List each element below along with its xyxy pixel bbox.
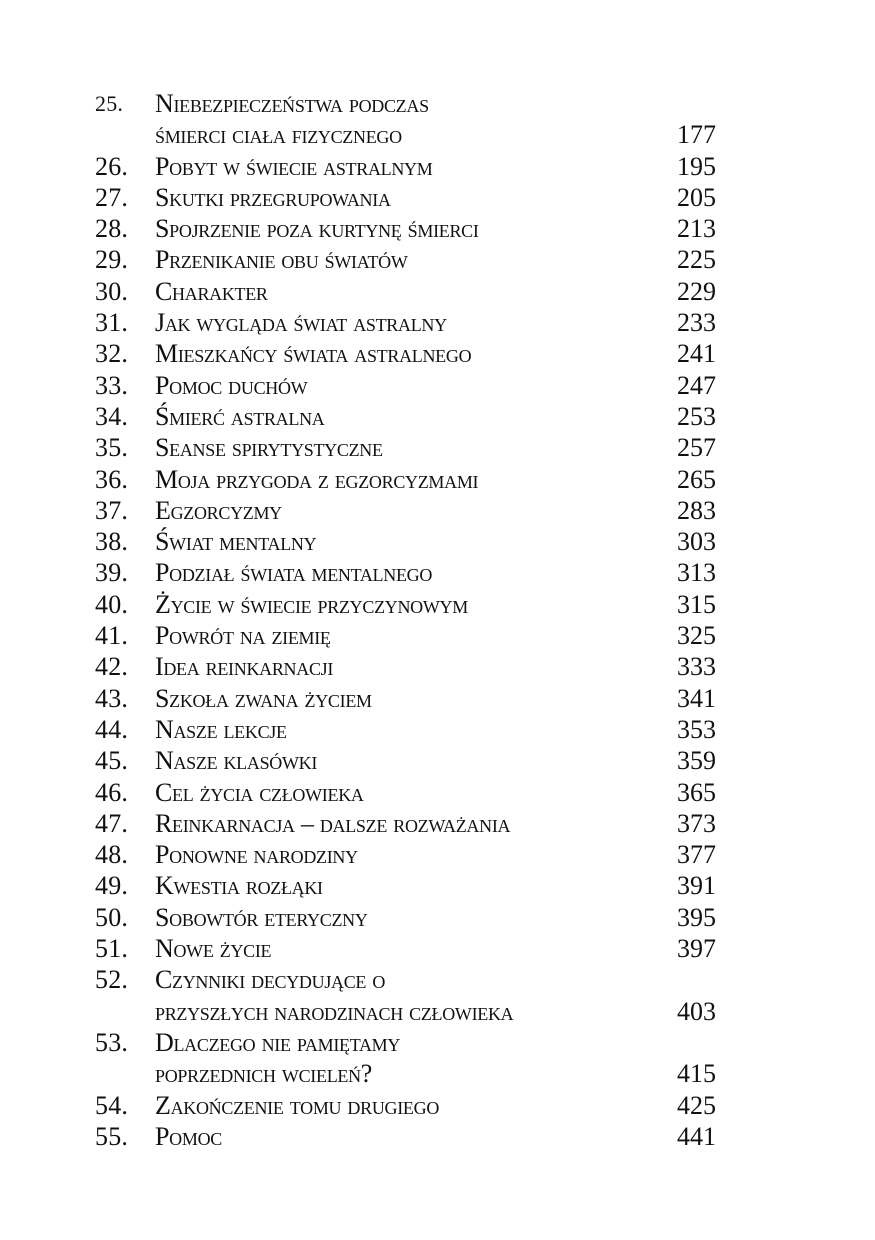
toc-entry-number: 51. bbox=[95, 934, 129, 964]
toc-entry-title: Zakończenie tomu drugiego bbox=[155, 1090, 440, 1120]
toc-entry bbox=[0, 589, 875, 620]
toc-entry-title: Seanse spirytystyczne bbox=[155, 433, 383, 463]
toc-entry-page: 397 bbox=[677, 934, 716, 964]
toc-entry bbox=[0, 933, 875, 964]
toc-entry-number: 33. bbox=[95, 370, 129, 400]
toc-entry-title: śmierci ciała fizycznego bbox=[155, 120, 402, 150]
toc-entry-page: 205 bbox=[677, 182, 716, 212]
toc-entry-line bbox=[0, 745, 875, 776]
toc-entry-number: 43. bbox=[95, 683, 129, 713]
toc-entry-title: Podział świata mentalnego bbox=[155, 558, 433, 588]
toc-entry-number: 25. bbox=[95, 91, 124, 116]
table-of-contents bbox=[0, 88, 875, 1152]
toc-entry bbox=[0, 276, 875, 307]
toc-entry-title: Sobowtór eteryczny bbox=[155, 902, 368, 932]
toc-entry-number: 49. bbox=[95, 871, 129, 901]
toc-entry-title: Charakter bbox=[155, 276, 268, 306]
toc-entry-page: 441 bbox=[677, 1121, 716, 1151]
toc-entry-page: 403 bbox=[677, 996, 716, 1026]
toc-entry-line bbox=[0, 338, 875, 369]
toc-entry bbox=[0, 714, 875, 745]
toc-entry-number: 47. bbox=[95, 808, 129, 838]
toc-entry-page: 283 bbox=[677, 495, 716, 525]
toc-entry-title: Spojrzenie poza kurtynę śmierci bbox=[155, 214, 479, 244]
toc-entry-number: 32. bbox=[95, 339, 129, 369]
toc-entry-title: Moja przygoda z egzorcyzmami bbox=[155, 464, 479, 494]
toc-entry-number: 45. bbox=[95, 746, 129, 776]
toc-entry-number: 29. bbox=[95, 245, 129, 275]
toc-entry-line bbox=[0, 1058, 875, 1089]
toc-entry-title: Cel życia człowieka bbox=[155, 777, 364, 807]
toc-entry-line bbox=[0, 651, 875, 682]
toc-entry-page: 359 bbox=[677, 746, 716, 776]
toc-entry-number: 27. bbox=[95, 182, 129, 212]
toc-entry-title: Czynniki decydujące o bbox=[155, 965, 386, 995]
toc-entry-line bbox=[0, 777, 875, 808]
toc-entry bbox=[0, 1027, 875, 1090]
toc-entry bbox=[0, 777, 875, 808]
toc-entry-line bbox=[0, 401, 875, 432]
toc-entry-line bbox=[0, 1090, 875, 1121]
toc-entry-title: Nasze lekcje bbox=[155, 714, 287, 744]
toc-entry-title: przyszłych narodzinach człowieka bbox=[155, 996, 514, 1026]
toc-entry-number: 55. bbox=[95, 1121, 129, 1151]
toc-entry-line bbox=[0, 683, 875, 714]
toc-entry-number: 36. bbox=[95, 464, 129, 494]
toc-entry-page: 391 bbox=[677, 871, 716, 901]
toc-entry bbox=[0, 870, 875, 901]
toc-entry-title: Powrót na ziemię bbox=[155, 621, 331, 651]
toc-entry-page: 225 bbox=[677, 245, 716, 275]
toc-entry-page: 415 bbox=[677, 1059, 716, 1089]
toc-entry-number: 26. bbox=[95, 151, 129, 181]
toc-entry bbox=[0, 213, 875, 244]
toc-entry-page: 373 bbox=[677, 808, 716, 838]
toc-entry-page: 253 bbox=[677, 401, 716, 431]
toc-entry-title: Pomoc bbox=[155, 1121, 222, 1151]
toc-entry-title: Pomoc duchów bbox=[155, 370, 308, 400]
toc-entry-title: Idea reinkarnacji bbox=[155, 652, 334, 682]
toc-entry-line bbox=[0, 432, 875, 463]
toc-entry bbox=[0, 964, 875, 1027]
toc-entry-line bbox=[0, 151, 875, 182]
toc-entry-page: 233 bbox=[677, 308, 716, 338]
toc-entry-line bbox=[0, 620, 875, 651]
toc-entry-page: 241 bbox=[677, 339, 716, 369]
toc-entry-title: Ponowne narodziny bbox=[155, 840, 358, 870]
toc-entry-page: 365 bbox=[677, 777, 716, 807]
toc-entry-page: 315 bbox=[677, 589, 716, 619]
toc-entry bbox=[0, 620, 875, 651]
toc-entry bbox=[0, 495, 875, 526]
toc-entry-title: Mieszkańcy świata astralnego bbox=[155, 339, 472, 369]
toc-entry bbox=[0, 464, 875, 495]
toc-entry-line bbox=[0, 964, 875, 995]
toc-entry-number: 42. bbox=[95, 652, 129, 682]
toc-entry-title: Śmierć astralna bbox=[155, 401, 325, 431]
toc-entry bbox=[0, 432, 875, 463]
toc-entry-line bbox=[0, 996, 875, 1027]
toc-entry bbox=[0, 401, 875, 432]
toc-entry-line bbox=[0, 902, 875, 933]
toc-entry bbox=[0, 526, 875, 557]
toc-entry-page: 213 bbox=[677, 214, 716, 244]
toc-entry-page: 377 bbox=[677, 840, 716, 870]
toc-entry-line bbox=[0, 495, 875, 526]
toc-entry-number: 44. bbox=[95, 714, 129, 744]
toc-entry-line bbox=[0, 213, 875, 244]
toc-entry-title: Kwestia rozłąki bbox=[155, 871, 323, 901]
toc-entry bbox=[0, 557, 875, 588]
toc-entry-title: Skutki przegrupowania bbox=[155, 182, 391, 212]
toc-entry-title: Reinkarnacja – dalsze rozważania bbox=[155, 808, 511, 838]
toc-entry-title: Nowe życie bbox=[155, 934, 272, 964]
toc-entry-number: 40. bbox=[95, 589, 129, 619]
toc-entry-page: 353 bbox=[677, 714, 716, 744]
toc-entry-line bbox=[0, 119, 875, 150]
toc-entry-page: 341 bbox=[677, 683, 716, 713]
toc-entry-number: 41. bbox=[95, 621, 129, 651]
toc-entry bbox=[0, 338, 875, 369]
toc-entry-page: 303 bbox=[677, 527, 716, 557]
toc-entry-line bbox=[0, 464, 875, 495]
toc-entry-line bbox=[0, 276, 875, 307]
toc-entry-title: Niebezpieczeństwa podczas bbox=[155, 89, 429, 118]
toc-entry-title: poprzednich wcieleń? bbox=[155, 1059, 373, 1089]
toc-entry-title: Przenikanie obu światów bbox=[155, 245, 408, 275]
toc-entry-number: 52. bbox=[95, 965, 129, 995]
toc-entry-title: Życie w świecie przyczynowym bbox=[155, 589, 468, 619]
toc-entry bbox=[0, 808, 875, 839]
toc-entry-number: 48. bbox=[95, 840, 129, 870]
toc-entry-number: 53. bbox=[95, 1027, 129, 1057]
toc-entry-title: Świat mentalny bbox=[155, 527, 317, 557]
toc-entry-number: 28. bbox=[95, 214, 129, 244]
toc-entry-title: Jak wygląda świat astralny bbox=[155, 308, 447, 338]
toc-entry-number: 34. bbox=[95, 401, 129, 431]
toc-entry-number: 37. bbox=[95, 495, 129, 525]
toc-entry-number: 38. bbox=[95, 527, 129, 557]
toc-entry-line bbox=[0, 870, 875, 901]
toc-entry-number: 35. bbox=[95, 433, 129, 463]
toc-entry bbox=[0, 244, 875, 275]
toc-entry-line bbox=[0, 370, 875, 401]
toc-entry-title: Szkoła zwana życiem bbox=[155, 683, 372, 713]
toc-entry-number: 46. bbox=[95, 777, 129, 807]
toc-entry-line bbox=[0, 808, 875, 839]
toc-entry bbox=[0, 902, 875, 933]
toc-entry-line bbox=[0, 557, 875, 588]
toc-entry-page: 195 bbox=[677, 151, 716, 181]
toc-entry-line bbox=[0, 589, 875, 620]
toc-entry bbox=[0, 151, 875, 182]
toc-entry-title: Dlaczego nie pamiętamy bbox=[155, 1027, 401, 1057]
toc-entry-page: 333 bbox=[677, 652, 716, 682]
toc-entry-line bbox=[0, 88, 875, 119]
toc-entry-number: 30. bbox=[95, 276, 129, 306]
toc-entry bbox=[0, 745, 875, 776]
toc-entry bbox=[0, 683, 875, 714]
toc-entry-line bbox=[0, 526, 875, 557]
toc-entry bbox=[0, 1121, 875, 1152]
toc-entry-line bbox=[0, 307, 875, 338]
toc-entry-page: 425 bbox=[677, 1090, 716, 1120]
toc-entry-page: 247 bbox=[677, 370, 716, 400]
toc-entry-number: 50. bbox=[95, 902, 129, 932]
toc-entry-line bbox=[0, 714, 875, 745]
toc-entry bbox=[0, 182, 875, 213]
toc-entry-page: 177 bbox=[677, 120, 716, 150]
toc-entry-title: Nasze klasówki bbox=[155, 746, 318, 776]
toc-entry-line bbox=[0, 182, 875, 213]
toc-entry-page: 313 bbox=[677, 558, 716, 588]
toc-entry-title: Egzorcyzmy bbox=[155, 495, 282, 525]
toc-entry-page: 325 bbox=[677, 621, 716, 651]
toc-entry bbox=[0, 1090, 875, 1121]
toc-entry bbox=[0, 370, 875, 401]
toc-entry-page: 395 bbox=[677, 902, 716, 932]
toc-entry-line bbox=[0, 933, 875, 964]
toc-entry-number: 39. bbox=[95, 558, 129, 588]
toc-entry bbox=[0, 651, 875, 682]
toc-entry-line bbox=[0, 244, 875, 275]
toc-entry bbox=[0, 839, 875, 870]
toc-entry-number: 54. bbox=[95, 1090, 129, 1120]
toc-entry-page: 257 bbox=[677, 433, 716, 463]
toc-entry bbox=[0, 307, 875, 338]
toc-entry-title: Pobyt w świecie astralnym bbox=[155, 151, 433, 181]
toc-entry-line bbox=[0, 1027, 875, 1058]
toc-entry-line bbox=[0, 839, 875, 870]
toc-entry-number: 31. bbox=[95, 308, 129, 338]
toc-entry-line bbox=[0, 1121, 875, 1152]
toc-entry bbox=[0, 88, 875, 151]
toc-entry-page: 265 bbox=[677, 464, 716, 494]
toc-entry-page: 229 bbox=[677, 276, 716, 306]
